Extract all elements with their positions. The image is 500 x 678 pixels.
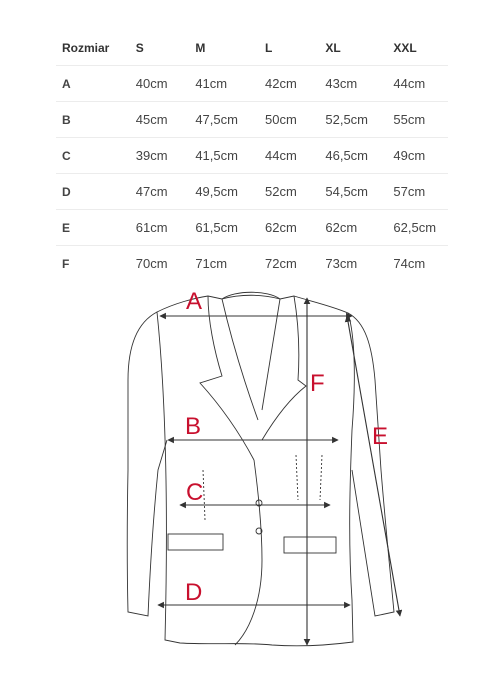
header-xl: XL	[319, 30, 387, 66]
cell: 57cm	[387, 174, 448, 210]
cell: 62cm	[259, 210, 319, 246]
header-s: S	[130, 30, 190, 66]
cell: 41,5cm	[189, 138, 259, 174]
header-rozmiar: Rozmiar	[56, 30, 130, 66]
cell: 41cm	[189, 66, 259, 102]
cell: 49cm	[387, 138, 448, 174]
blazer-outline	[127, 292, 394, 646]
table-row-a	[56, 66, 448, 102]
table-row-c	[56, 138, 448, 174]
table-header-row	[56, 30, 448, 66]
cell: 42cm	[259, 66, 319, 102]
label-c: C	[186, 479, 204, 506]
cell: 47,5cm	[189, 102, 259, 138]
cell: 43cm	[319, 66, 387, 102]
measure-e-line	[347, 316, 400, 616]
cell: 52,5cm	[319, 102, 387, 138]
cell: 44cm	[259, 138, 319, 174]
row-label: A	[56, 66, 130, 102]
cell: 46,5cm	[319, 138, 387, 174]
cell: 70cm	[135, 256, 168, 271]
cell: 54,5cm	[319, 174, 387, 210]
cell: 45cm	[130, 102, 190, 138]
cell: 40cm	[130, 66, 190, 102]
size-table	[56, 30, 448, 281]
left-pocket	[168, 534, 223, 550]
table-row-d	[56, 174, 448, 210]
cell: 55cm	[387, 102, 448, 138]
cell: 39cm	[130, 138, 190, 174]
blazer-diagram	[0, 280, 500, 678]
cell: 62,5cm	[387, 210, 448, 246]
cell: 47cm	[130, 174, 190, 210]
cell: 50cm	[259, 102, 319, 138]
label-f: F	[310, 370, 325, 397]
row-label: F	[62, 256, 70, 271]
header-m: M	[189, 30, 259, 66]
header-l: L	[259, 30, 319, 66]
row-label: D	[56, 174, 130, 210]
label-a: A	[186, 288, 203, 315]
front-edge	[235, 460, 262, 645]
cell: 52cm	[259, 174, 319, 210]
table-row-e	[56, 210, 448, 246]
row-label: C	[56, 138, 130, 174]
header-xxl: XXL	[387, 30, 448, 66]
label-d: D	[185, 579, 203, 606]
table-row-f	[56, 246, 448, 282]
label-b: B	[185, 413, 202, 440]
table-row-b	[56, 102, 448, 138]
row-label: E	[56, 210, 130, 246]
label-e: E	[372, 423, 389, 450]
cell: 61,5cm	[189, 210, 259, 246]
cell: 49,5cm	[189, 174, 259, 210]
cell: 62cm	[319, 210, 387, 246]
cell: 44cm	[387, 66, 448, 102]
cell: 73cm	[325, 256, 358, 271]
cell: 74cm	[393, 256, 426, 271]
right-pocket	[284, 537, 336, 553]
cell: 71cm	[195, 256, 228, 271]
row-label: B	[56, 102, 130, 138]
cell: 61cm	[130, 210, 190, 246]
cell: 72cm	[265, 256, 297, 271]
